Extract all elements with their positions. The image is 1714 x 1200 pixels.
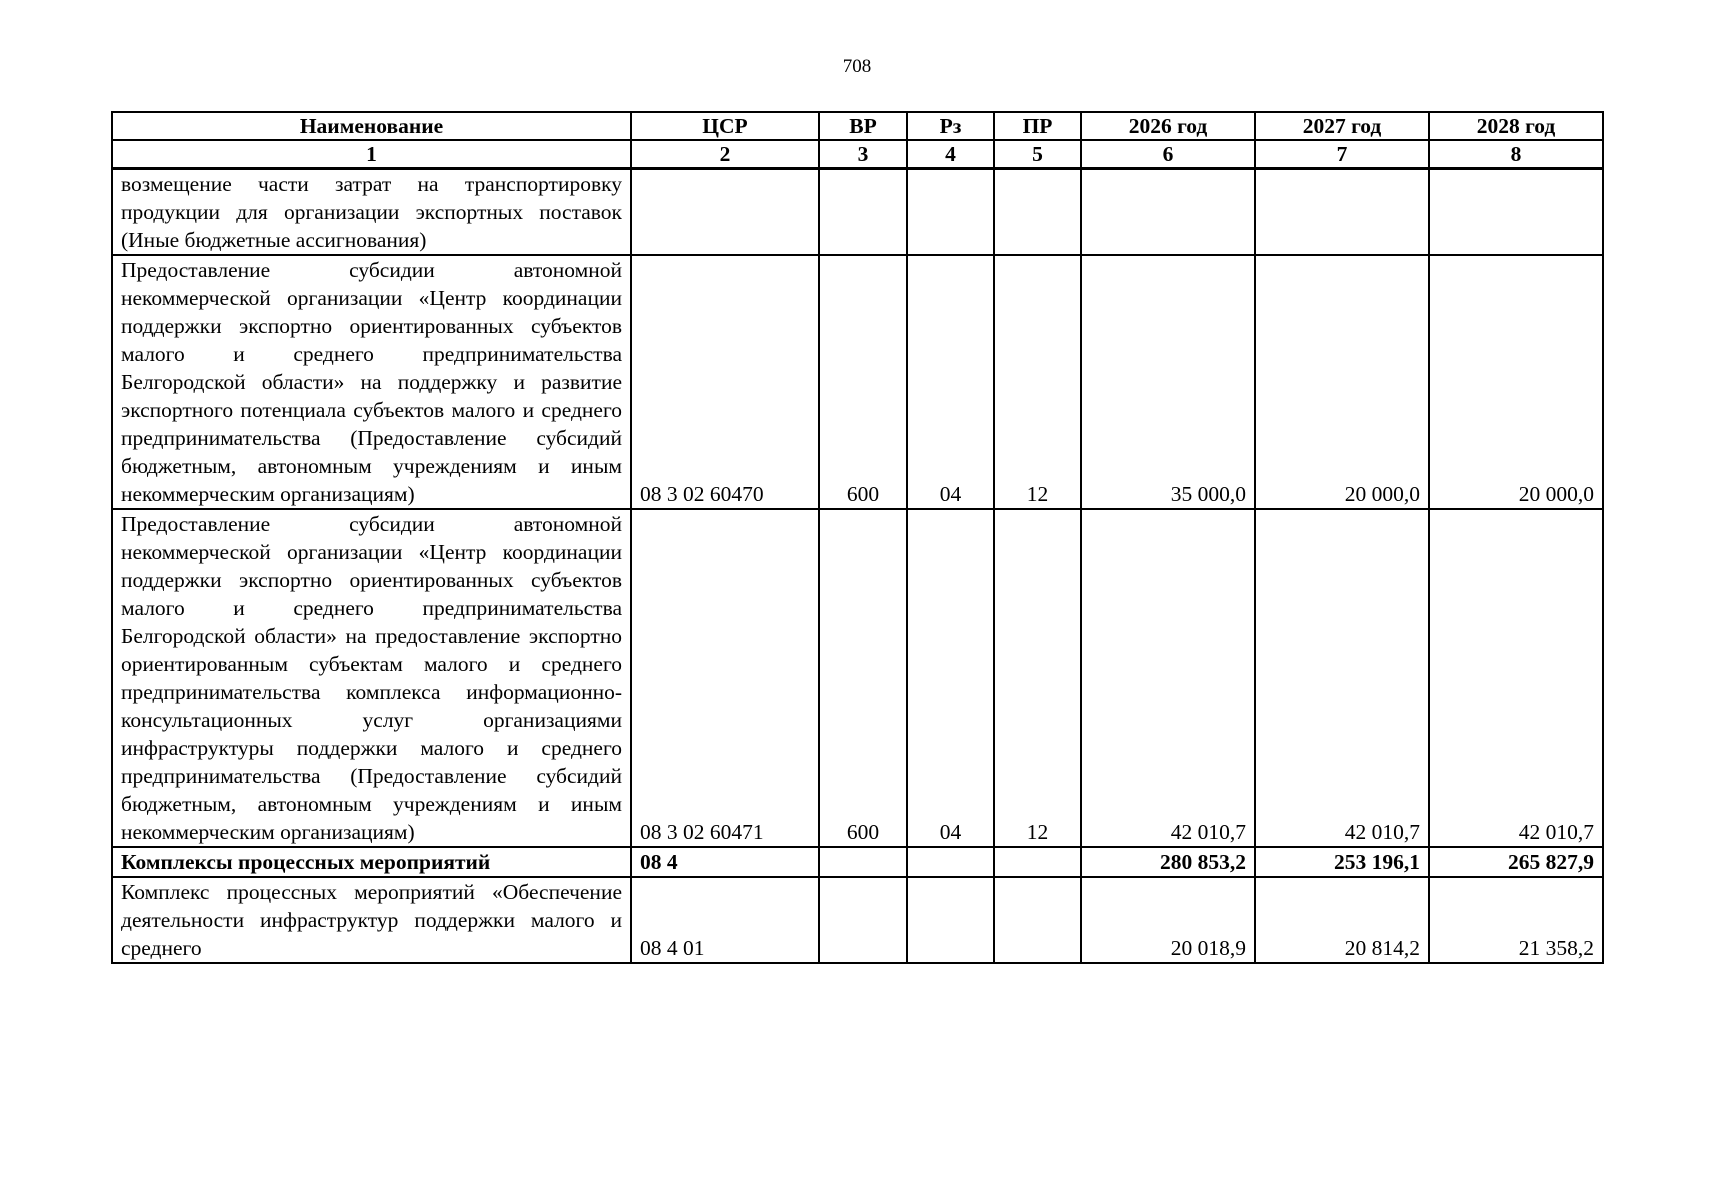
row-pr: 12: [994, 509, 1081, 847]
row-2026: 42 010,7: [1081, 509, 1255, 847]
column-number: 4: [907, 140, 994, 169]
row-pr: [994, 847, 1081, 877]
header-csr: ЦСР: [631, 112, 819, 140]
row-name: Предоставление субсидии автономной некоммерческой организации «Центр координации поддержки экспортно ориентированных субъектов малого и среднего предпринимательства Белгородской области» на поддержку и развитие экспортного потенциала субъектов малого и среднего предпринимательства (Предоставление субсидий бюджетным, автономным учреждениям и иным некоммерческим организациям): [112, 255, 631, 509]
row-vr: [819, 877, 907, 963]
row-rz: 04: [907, 509, 994, 847]
column-number: 8: [1429, 140, 1603, 169]
row-csr: 08 4 01: [631, 877, 819, 963]
column-number: 5: [994, 140, 1081, 169]
column-number: 6: [1081, 140, 1255, 169]
row-2027: 20 814,2: [1255, 877, 1429, 963]
row-2028: 265 827,9: [1429, 847, 1603, 877]
table-row: [112, 509, 1603, 847]
header-name: Наименование: [112, 112, 631, 140]
row-csr: 08 3 02 60470: [631, 255, 819, 509]
table-row: [112, 877, 1603, 963]
row-vr: [819, 169, 907, 256]
column-number: 1: [112, 140, 631, 169]
row-name: возмещение части затрат на транспортировку продукции для организации экспортных поставок (Иные бюджетные ассигнования): [112, 169, 631, 256]
row-rz: [907, 169, 994, 256]
row-2026: 20 018,9: [1081, 877, 1255, 963]
row-pr: [994, 169, 1081, 256]
row-rz: [907, 847, 994, 877]
row-2027: [1255, 169, 1429, 256]
row-2027: 253 196,1: [1255, 847, 1429, 877]
page-number: 708: [842, 56, 872, 77]
row-rz: [907, 877, 994, 963]
header-pr: ПР: [994, 112, 1081, 140]
table-row: [112, 169, 1603, 256]
row-csr: 08 4: [631, 847, 819, 877]
row-2026: [1081, 169, 1255, 256]
row-rz: 04: [907, 255, 994, 509]
header-vr: ВР: [819, 112, 907, 140]
table-row: [112, 255, 1603, 509]
row-pr: 12: [994, 255, 1081, 509]
column-number: 7: [1255, 140, 1429, 169]
table-row-section-total: [112, 847, 1603, 877]
column-number: 2: [631, 140, 819, 169]
header-rz: Рз: [907, 112, 994, 140]
row-2028: 42 010,7: [1429, 509, 1603, 847]
row-2027: 42 010,7: [1255, 509, 1429, 847]
row-pr: [994, 877, 1081, 963]
row-vr: [819, 847, 907, 877]
column-number-row: [112, 140, 1603, 169]
header-2026: 2026 год: [1081, 112, 1255, 140]
row-csr: [631, 169, 819, 256]
header-2028: 2028 год: [1429, 112, 1603, 140]
row-2028: [1429, 169, 1603, 256]
column-number: 3: [819, 140, 907, 169]
row-csr: 08 3 02 60471: [631, 509, 819, 847]
row-2027: 20 000,0: [1255, 255, 1429, 509]
header-row: [112, 112, 1603, 140]
row-name: Комплексы процессных мероприятий: [112, 847, 631, 877]
row-vr: 600: [819, 509, 907, 847]
row-2028: 21 358,2: [1429, 877, 1603, 963]
row-vr: 600: [819, 255, 907, 509]
row-2026: 280 853,2: [1081, 847, 1255, 877]
row-2026: 35 000,0: [1081, 255, 1255, 509]
header-2027: 2027 год: [1255, 112, 1429, 140]
row-name: Комплекс процессных мероприятий «Обеспечение деятельности инфраструктур поддержки малого и среднего: [112, 877, 631, 963]
budget-table: [111, 111, 1604, 964]
row-2028: 20 000,0: [1429, 255, 1603, 509]
row-name: Предоставление субсидии автономной некоммерческой организации «Центр координации поддержки экспортно ориентированных субъектов малого и среднего предпринимательства Белгородской области» на предоставление экспортно ориентированным субъектам малого и среднего предпринимательства комплекса информационно-консультационных услуг организациями инфраструктуры поддержки малого и среднего предпринимательства (Предоставление субсидий бюджетным, автономным учреждениям и иным некоммерческим организациям): [112, 509, 631, 847]
